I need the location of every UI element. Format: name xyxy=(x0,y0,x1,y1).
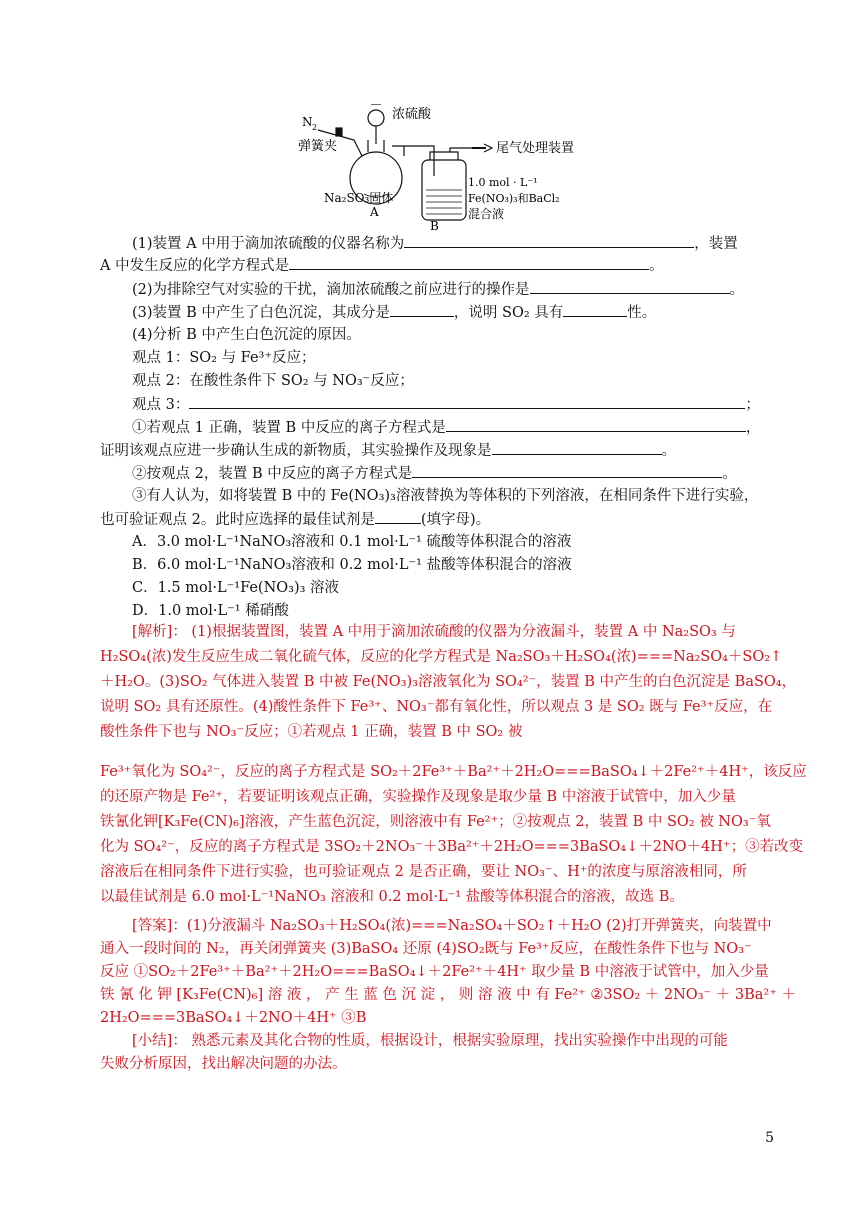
viewpoint-3: 观点 3： ； xyxy=(132,394,772,415)
answer-line-5: 2H₂O===3BaSO₄↓＋2NO＋4H⁺ ③B xyxy=(100,1010,367,1026)
answer-line-1: [答案]：(1)分液漏斗 Na₂SO₃＋H₂SO₄(浓)===Na₂SO₄＋SO₂↑＋H₂O (2)打开弹簧夹，向装置中 xyxy=(132,918,772,934)
analysis-line-7: 的还原产物是 Fe²⁺，若要证明该观点正确，实验操作及现象是取少量 B 中溶液于试管中，加入少量 xyxy=(100,789,736,805)
dropping-funnel xyxy=(368,110,384,126)
analysis-line-6: Fe³⁺氧化为 SO₄²⁻，反应的离子方程式是 SO₂＋2Fe³⁺＋Ba²⁺＋2H₂O===BaSO₄↓＋2Fe²⁺＋4H⁺，该反应 xyxy=(100,764,807,780)
question-2: (2)为排除空气对实验的干扰，滴加浓硫酸之前应进行的操作是 。 xyxy=(132,279,772,300)
analysis-line-1: [解析]： (1)根据装置图，装置 A 中用于滴加浓硫酸的仪器为分液漏斗，装置 A 中 Na₂SO₃ 与 xyxy=(132,624,736,640)
sub-question-1-line-1: ①若观点 1 正确，装置 B 中反应的离子方程式是 ， xyxy=(132,417,772,438)
svg-text:2: 2 xyxy=(312,123,318,132)
summary-line-2: 失败分析原因，找出解决问题的办法。 xyxy=(100,1056,347,1072)
label-conc: 1.0 mol · L⁻¹ xyxy=(468,176,538,189)
analysis-line-8: 铁氰化钾[K₃Fe(CN)₆]溶液，产生蓝色沉淀，则溶液中有 Fe²⁺；②按观点 2，装置 B 中 SO₂ 被 NO₃⁻氧 xyxy=(100,814,771,830)
option-d: D．1.0 mol·L⁻¹ 稀硝酸 xyxy=(132,603,289,619)
label-tail: 尾气处理装置 xyxy=(496,141,575,156)
analysis-line-10: 溶液后在相同条件下进行实验，也可验证观点 2 是否正确，要让 NO₃⁻、H⁺的浓度与原溶液相同，所 xyxy=(100,864,747,880)
label-n2: N xyxy=(302,115,313,129)
answer-line-2: 通入一段时间的 N₂，再关闭弹簧夹 (3)BaSO₄ 还原 (4)SO₂既与 Fe³⁺反应，在酸性条件下也与 NO₃⁻ xyxy=(100,941,752,957)
answer-line-4: 铁 氰 化 钾 [K₃Fe(CN)₆] 溶 液 ， 产 生 蓝 色 沉 淀 ， 则 溶 液 中 有 Fe²⁺ ②3SO₂ ＋ 2NO₃⁻ ＋ 3Ba²⁺ ＋ xyxy=(100,987,796,1003)
analysis-line-3: ＋H₂O。(3)SO₂ 气体进入装置 B 中被 Fe(NO₃)₃溶液氧化为 SO₄²⁻，装置 B 中产生的白色沉淀是 BaSO₄， xyxy=(100,674,797,690)
option-b: B．6.0 mol·L⁻¹NaNO₃溶液和 0.2 mol·L⁻¹ 盐酸等体积混合的溶液 xyxy=(132,557,572,573)
label-clamp: 弹簧夹 xyxy=(298,139,338,154)
sub-question-3-line-2: 也可验证观点 2。此时应选择的最佳试剂是 (填字母)。 xyxy=(100,509,772,530)
option-a: A．3.0 mol·L⁻¹NaNO₃溶液和 0.1 mol·L⁻¹ 硫酸等体积混合的溶液 xyxy=(132,534,572,550)
summary-line-1: [小结]： 熟悉元素及其化合物的性质，根据设计，根据实验原理，找出实验操作中出现的可能 xyxy=(132,1033,728,1049)
sub-question-1-line-2: 证明该观点应进一步确认生成的新物质，其实验操作及现象是 。 xyxy=(100,440,772,461)
sub-question-3-line-1: ③有人认为，如将装置 B 中的 Fe(NO₃)₃溶液替换为等体积的下列溶液，在相同条件下进行实验， xyxy=(132,488,759,504)
sub-question-2: ②按观点 2，装置 B 中反应的离子方程式是 。 xyxy=(132,463,772,484)
question-3: (3)装置 B 中产生了白色沉淀，其成分是 ，说明 SO₂ 具有 性。 xyxy=(132,302,772,323)
label-solution: Fe(NO₃)₃和BaCl₂ xyxy=(468,192,560,205)
page-number: 5 xyxy=(765,1130,774,1146)
analysis-line-11: 以最佳试剂是 6.0 mol·L⁻¹NaNO₃ 溶液和 0.2 mol·L⁻¹ 盐酸等体积混合的溶液，故选 B。 xyxy=(100,889,684,905)
question-4: (4)分析 B 中产生白色沉淀的原因。 xyxy=(132,327,361,343)
question-1-line-1: (1)装置 A 中用于滴加浓硫酸的仪器名称为 ，装置 xyxy=(132,233,772,254)
viewpoint-2: 观点 2：在酸性条件下 SO₂ 与 NO₃⁻反应； xyxy=(132,373,414,389)
label-solid: Na₂SO₃固体 xyxy=(324,191,394,205)
label-a: A xyxy=(370,205,379,219)
analysis-line-4: 说明 SO₂ 具有还原性。(4)酸性条件下 Fe³⁺、NO₃⁻都有氧化性，所以观点 3 是 SO₂ 既与 Fe³⁺反应，在 xyxy=(100,699,773,715)
answer-line-3: 反应 ①SO₂＋2Fe³⁺＋Ba²⁺＋2H₂O===BaSO₄↓＋2Fe²⁺＋4H⁺ 取少量 B 中溶液于试管中，加入少量 xyxy=(100,964,769,980)
option-c: C．1.5 mol·L⁻¹Fe(NO₃)₃ 溶液 xyxy=(132,580,340,596)
viewpoint-1: 观点 1：SO₂ 与 Fe³⁺反应； xyxy=(132,350,316,366)
label-acid: 浓硫酸 xyxy=(392,107,432,122)
analysis-line-5: 酸性条件下也与 NO₃⁻反应；①若观点 1 正确，装置 B 中 SO₂ 被 xyxy=(100,724,523,740)
analysis-line-9: 化为 SO₄²⁻，反应的离子方程式是 3SO₂＋2NO₃⁻＋3Ba²⁺＋2H₂O===3BaSO₄↓＋2NO＋4H⁺；③若改变 xyxy=(100,839,804,855)
label-mix: 混合液 xyxy=(468,207,505,221)
apparatus-figure xyxy=(296,104,586,230)
label-b: B xyxy=(430,219,439,230)
question-1-line-2: A 中发生反应的化学方程式是 。 xyxy=(100,255,772,276)
analysis-line-2: H₂SO₄(浓)发生反应生成二氧化硫气体，反应的化学方程式是 Na₂SO₃＋H₂SO₄(浓)===Na₂SO₄＋SO₂↑ xyxy=(100,649,783,665)
